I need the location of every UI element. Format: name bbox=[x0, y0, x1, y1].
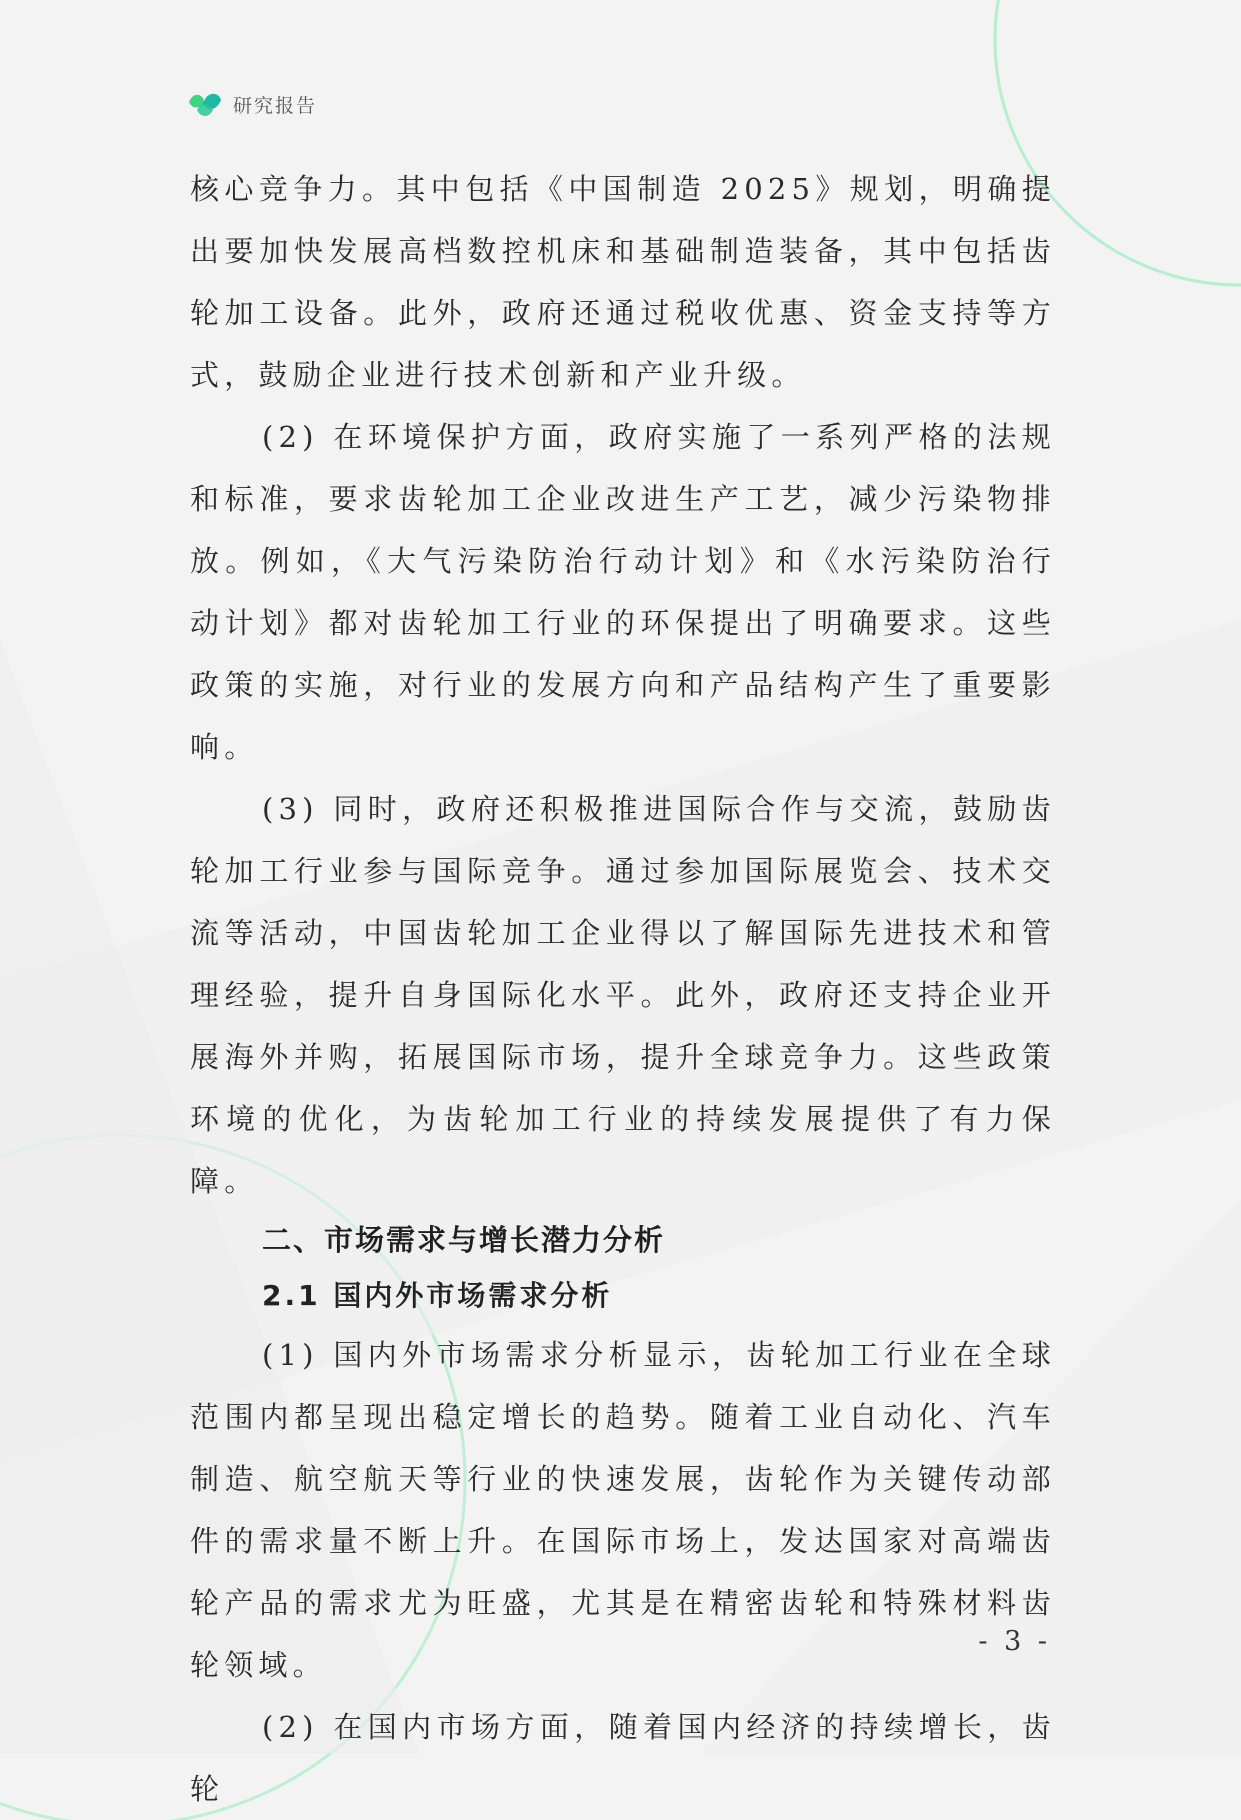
section-heading: 二、市场需求与增长潜力分析 bbox=[262, 1223, 666, 1257]
paragraph-environment-policy: (2) 在环境保护方面，政府实施了一系列严格的法规和标准，要求齿轮加工企业改进生产工艺，减少污染物排放。例如，《大气污染防治行动计划》和《水污染防治行动计划》都对齿轮加工行业的环保提出了明确要求。这些政策的实施，对行业的发展方向和产品结构产生了重要影响。 bbox=[190, 420, 1056, 764]
paragraph-market-demand: (1) 国内外市场需求分析显示，齿轮加工行业在全球范围内都呈现出稳定增长的趋势。随着工业自动化、汽车制造、航空航天等行业的快速发展，齿轮作为关键传动部件的需求量不断上升。在国际市场上，发达国家对高端齿轮产品的需求尤为旺盛，尤其是在精密齿轮和特殊材料齿轮领域。 bbox=[190, 1338, 1056, 1682]
paragraph-international-cooperation: (3) 同时，政府还积极推进国际合作与交流，鼓励齿轮加工行业参与国际竞争。通过参加国际展览会、技术交流等活动，中国齿轮加工企业得以了解国际先进技术和管理经验，提升自身国际化水平。此外，政府还支持企业开展海外并购，拓展国际市场，提升全球竞争力。这些政策环境的优化，为齿轮加工行业的持续发展提供了有力保障。 bbox=[190, 792, 1056, 1198]
page-header bbox=[187, 86, 317, 122]
header-title: 研究报告 bbox=[233, 94, 318, 117]
document-body bbox=[190, 158, 1056, 1820]
teal-green-leaf-logo-icon bbox=[187, 88, 223, 120]
paragraph-domestic-market: (2) 在国内市场方面，随着国内经济的持续增长，齿轮 bbox=[190, 1710, 1056, 1806]
page-number: - 3 - bbox=[978, 1626, 1051, 1657]
subsection-heading: 2.1 国内外市场需求分析 bbox=[262, 1279, 613, 1312]
paragraph-continuation: 核心竞争力。其中包括《中国制造 2025》规划，明确提出要加快发展高档数控机床和基础制造装备，其中包括齿轮加工设备。此外，政府还通过税收优惠、资金支持等方式，鼓励企业进行技术创新和产业升级。 bbox=[190, 172, 1057, 392]
